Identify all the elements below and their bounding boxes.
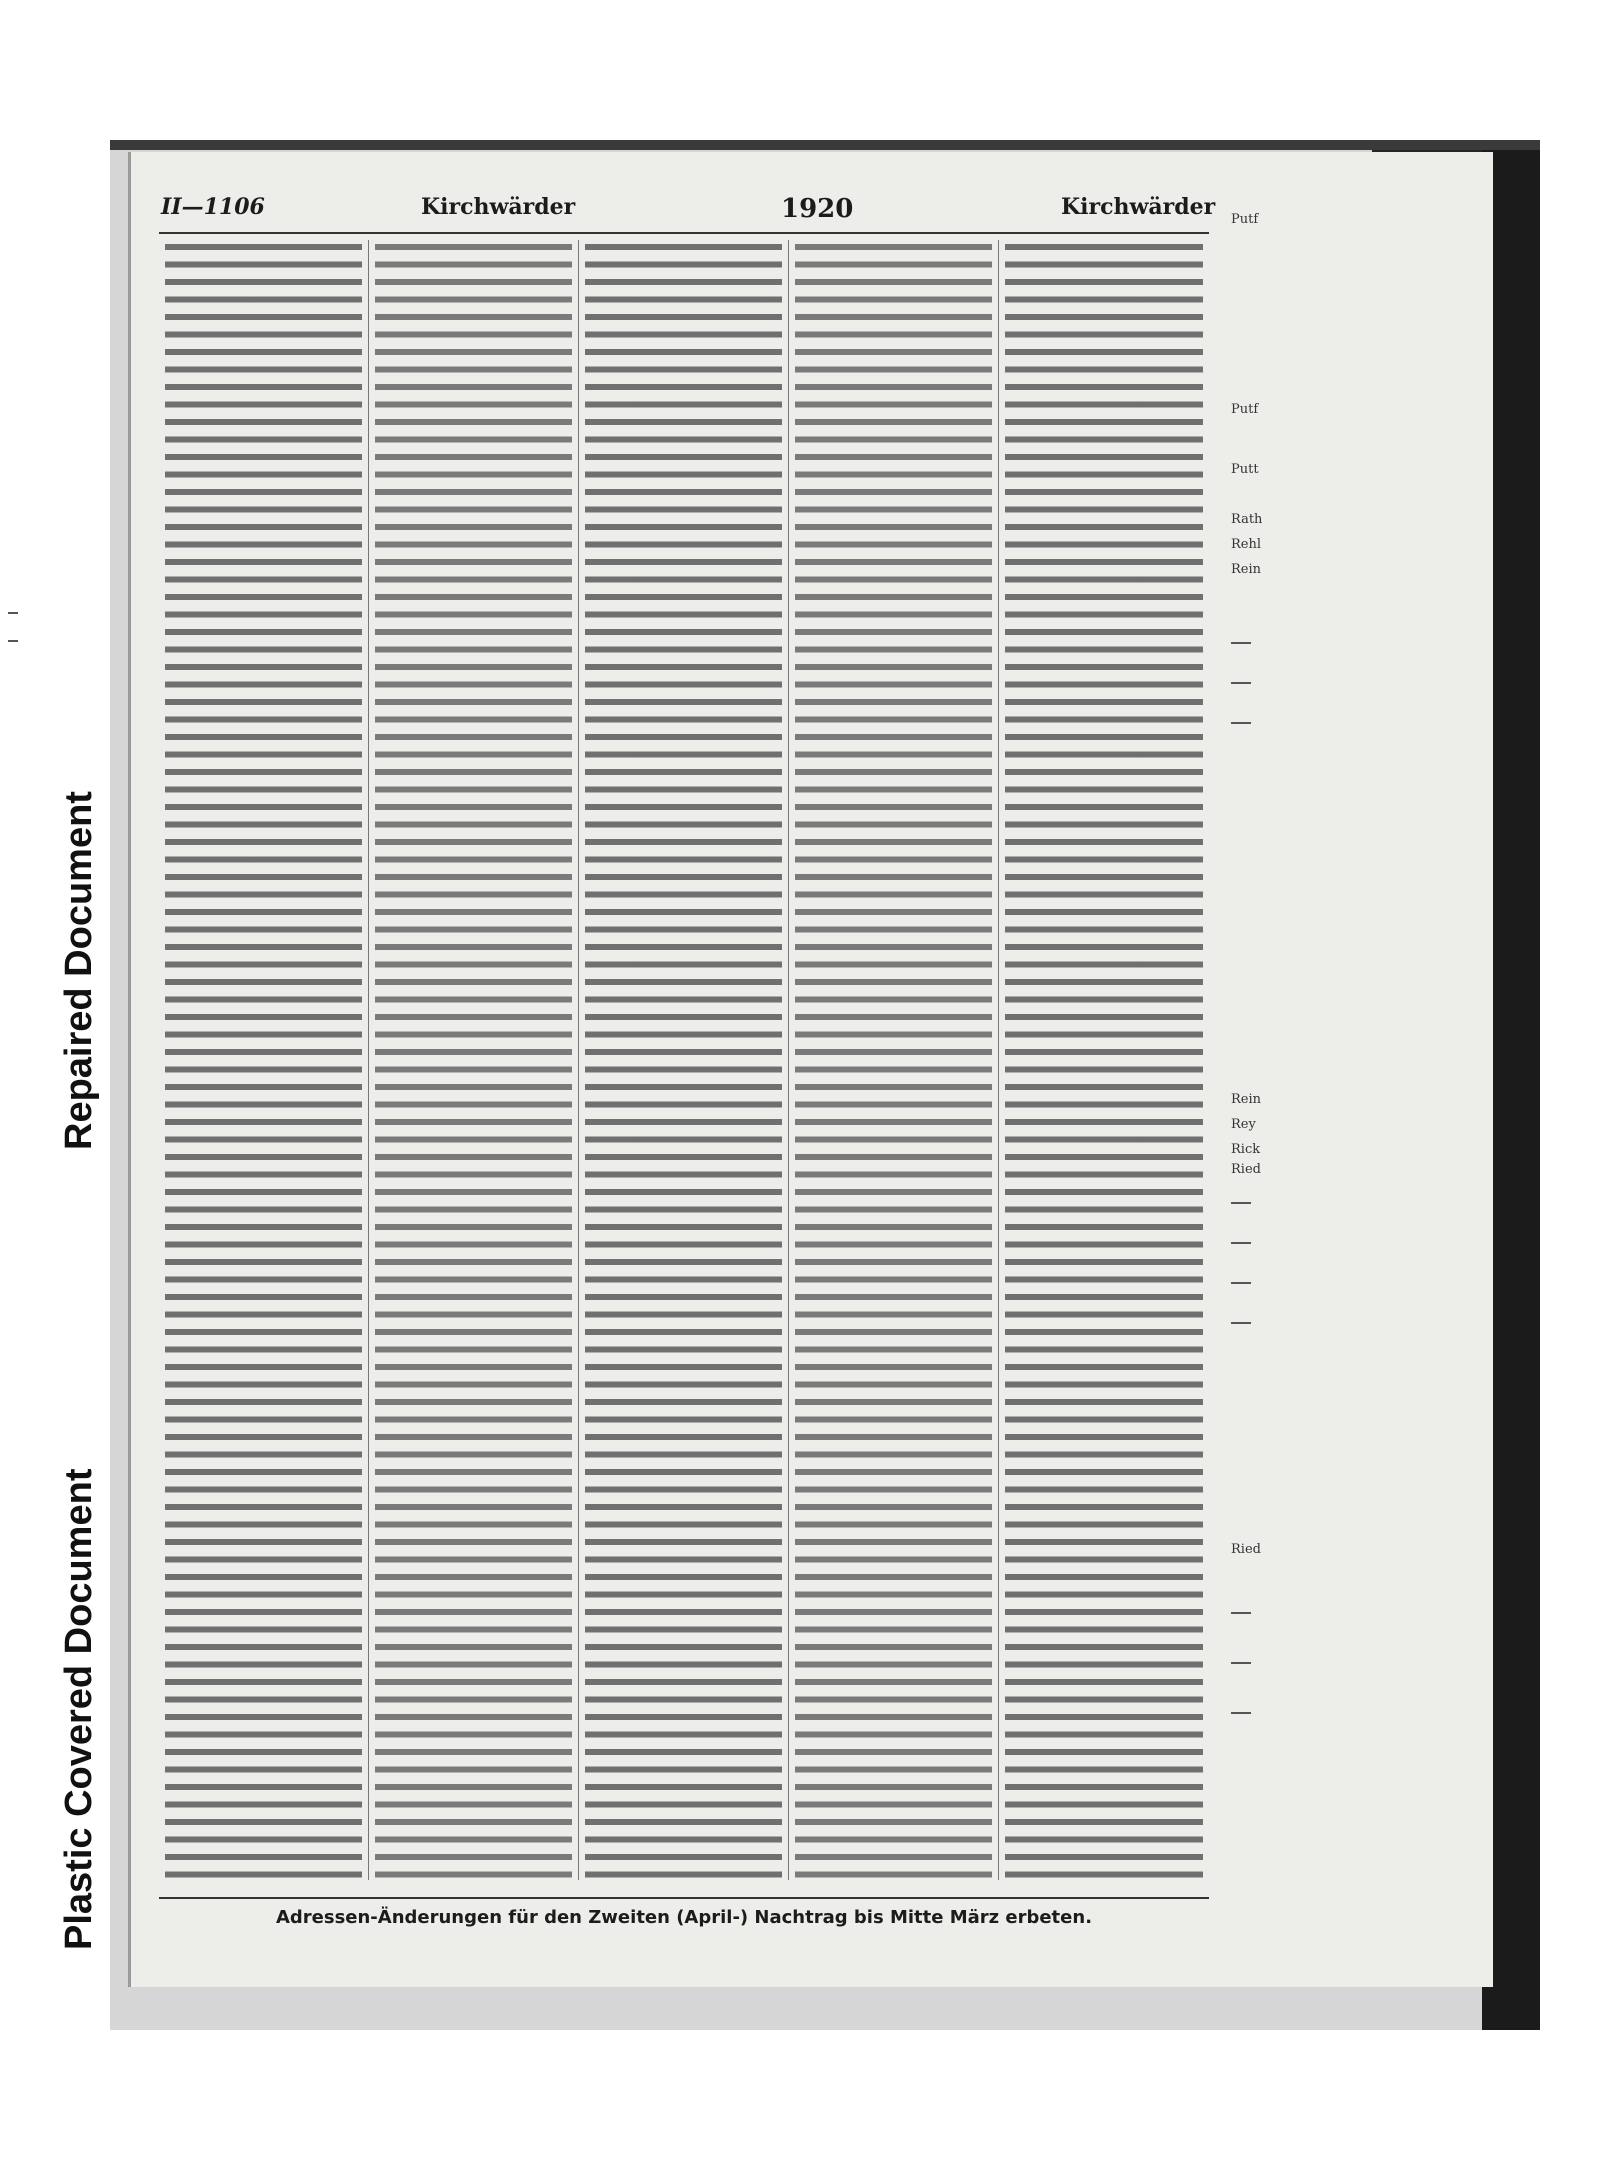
next-page-dash: [1231, 1662, 1251, 1664]
directory-column: [369, 240, 579, 1880]
text-lines: [165, 240, 362, 1880]
next-page-dash: [1231, 722, 1251, 724]
next-page-fragment: Rick: [1231, 1142, 1261, 1157]
place-name-left: Kirchwärder: [421, 194, 576, 220]
next-page-fragment: Putf: [1231, 212, 1259, 227]
text-lines: [585, 240, 782, 1880]
directory-column: [579, 240, 789, 1880]
plastic-covered-document-label: Plastic Covered Document: [58, 1468, 100, 1950]
next-page-fragment: Ried: [1231, 1542, 1261, 1557]
directory-column: [999, 240, 1209, 1880]
margin-tick: [8, 640, 18, 642]
page-number: II—1106: [161, 194, 265, 220]
next-page-dash: [1231, 1322, 1251, 1324]
margin-tick: [8, 612, 18, 614]
next-page-dash: [1231, 642, 1251, 644]
footer-notice: Adressen-Änderungen für den Zweiten (April-) Nachtrag bis Mitte März erbeten.: [159, 1897, 1209, 1928]
next-page-dash: [1231, 1282, 1251, 1284]
directory-column: [789, 240, 999, 1880]
next-page-dash: [1231, 1242, 1251, 1244]
next-page-fragment: Ried: [1231, 1162, 1261, 1177]
directory-columns: [159, 240, 1209, 1880]
next-page-dash: [1231, 1712, 1251, 1714]
next-page-fragment: Putf: [1231, 402, 1259, 417]
place-name-right: Kirchwärder: [1061, 194, 1216, 220]
next-page-fragment: Rey: [1231, 1117, 1256, 1132]
scanned-page: [110, 140, 1540, 2030]
directory-column: [159, 240, 369, 1880]
text-lines: [375, 240, 572, 1880]
header-rule: [159, 232, 1209, 234]
next-page-fragment: Rath: [1231, 512, 1263, 527]
directory-page: [128, 152, 1493, 1987]
text-lines: [795, 240, 992, 1880]
year: 1920: [781, 194, 854, 224]
next-page-fragment: Rein: [1231, 562, 1262, 577]
repaired-document-label: Repaired Document: [58, 791, 100, 1150]
next-page-dash: [1231, 682, 1251, 684]
next-page-dash: [1231, 1202, 1251, 1204]
scan-top-edge: [110, 140, 1540, 150]
next-page-dash: [1231, 1612, 1251, 1614]
next-page-fragment: Rehl: [1231, 537, 1262, 552]
text-lines: [1005, 240, 1203, 1880]
next-page-fragment: Putt: [1231, 462, 1259, 477]
next-page-edge: [1231, 212, 1481, 1982]
next-page-fragment: Rein: [1231, 1092, 1262, 1107]
